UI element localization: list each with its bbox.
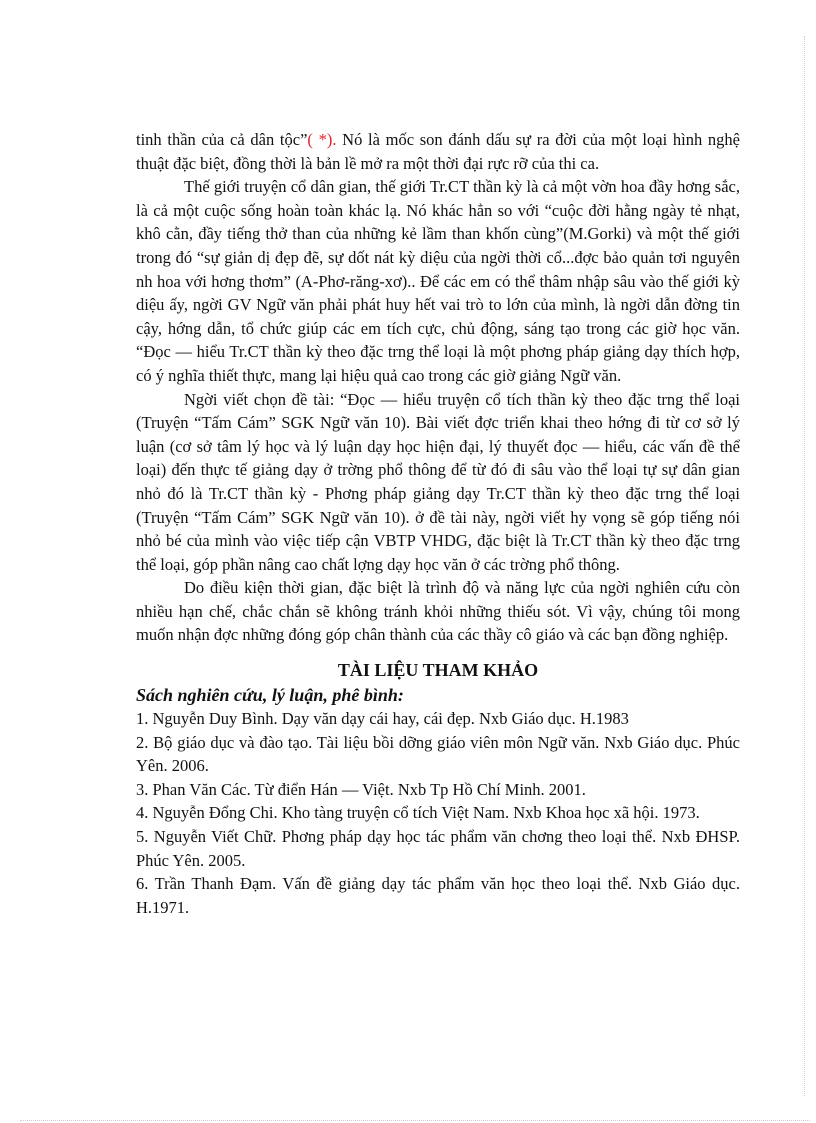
reference-item: 1. Nguyễn Duy Bình. Dạy văn dạy cái hay, cái đẹp. Nxb Giáo dục. H.1983 (136, 709, 629, 729)
citation-marker: ( *). (307, 130, 337, 149)
page-edge-bottom (20, 1120, 810, 1121)
paragraph-1-text: tinh thần của cả dân tộc” (136, 130, 308, 149)
reference-item: 2. Bộ giáo dục và đào tạo. Tài liệu bồi dỡng giáo viên môn Ngữ văn. Nxb Giáo dục. Phúc Yên. 2006. (136, 732, 740, 776)
reference-item: 5. Nguyễn Viết Chữ. Phơng pháp dạy học tác phẩm văn chơng theo loại thể. Nxb ĐHSP. Phúc Yên. 2005. (136, 827, 740, 870)
reference-item: 6. Trần Thanh Đạm. Vấn đề giảng dạy tác phẩm văn học theo loại thể. Nxb Giáo dục. H.1971. (136, 874, 740, 917)
page-edge-right (804, 36, 805, 1096)
reference-item: 4. Nguyễn Đổng Chi. Kho tàng truyện cổ tích Việt Nam. Nxb Khoa học xã hội. 1973. (136, 803, 700, 823)
page-content (136, 128, 740, 919)
reference-item: 3. Phan Văn Các. Từ điển Hán — Việt. Nxb Tp Hồ Chí Minh. 2001. (136, 779, 586, 799)
references-heading: TÀI LIỆU THAM KHẢO (337, 660, 539, 681)
reference-list (136, 707, 740, 919)
paragraph-4: Do điều kiện thời gian, đặc biệt là trình độ và năng lực của ngời nghiên cứu còn nhiều hạn chế, chắc chắn sẽ không tránh khỏi những thiếu sót. Vì vậy, chúng tôi mong muốn nhận đợc những đóng góp chân thành của các thầy cô giáo và các bạn đồng nghiệp. (136, 578, 740, 645)
references-subheading: Sách nghiên cứu, lý luận, phê bình: (136, 685, 404, 706)
paragraph-1 (136, 128, 740, 175)
paragraph-2: Thế giới truyện cổ dân gian, thế giới Tr.CT thần kỳ là cả một vờn hoa đầy hơng sắc, là cả một cuộc sống hoàn toàn khác lạ. Nó khác hẳn so với “cuộc đời hằng ngày tẻ nhạt, khô cằn, đầy tiếng thở than của những kẻ lầm than khốn cùng”(M.Gorki) và một thế giới trong đó “sự giản dị đẹp đẽ, sự dốt nát kỳ diệu của ngời thời cổ...đợc bảo quản tơi nguyên nh hoa với hơng thơm” (A-Phơ-răng-xơ).. Để các em có thể thâm nhập sâu vào thế giới kỳ diệu ấy, ngời GV Ngữ văn phải phát huy hết vai trò to lớn của mình, là ngời dẫn đờng tin cậy, hớng dẫn, tổ chức giúp các em tích cực, chủ động, sáng tạo trong các giờ học văn. “Đọc — hiểu Tr.CT thần kỳ theo đặc trng thể loại là một phơng pháp giảng dạy thích hợp, có ý nghĩa thiết thực, mang lại hiệu quả cao trong các giờ giảng Ngữ văn. (136, 177, 740, 385)
paragraph-1-continuation: Nó là mốc son đánh dấu sự ra đời của một loại hình nghệ thuật đặc biệt, đồng thời là bản lề mở ra một thời đại rực rỡ của thi ca. (136, 130, 740, 173)
paragraph-3: Ngời viết chọn đề tài: “Đọc — hiểu truyện cổ tích thần kỳ theo đặc trng thể loại (Truyện “Tấm Cám” SGK Ngữ văn 10). Bài viết đợc triển khai theo hớng đi từ cơ sở lý luận (cơ sở tâm lý học và lý luận dạy học hiện đại, lý thuyết đọc — hiểu, các vấn đề thể loại) đến thực tế giảng dạy ở trờng phổ thông để từ đó đi sâu vào thể loại tự sự dân gian nhỏ đó là Tr.CT thần kỳ - Phơng pháp giảng dạy Tr.CT thần kỳ theo đặc trng thể loại (Truyện “Tấm Cám” SGK Ngữ văn 10). ở đề tài này, ngời viết hy vọng sẽ góp tiếng nói nhỏ bé của mình vào việc tiếp cận VBTP VHDG, đặc biệt là Tr.CT thần kỳ theo đặc trng thể loại, góp phần nâng cao chất lợng dạy học văn ở các trờng phổ thông. (136, 389, 740, 574)
